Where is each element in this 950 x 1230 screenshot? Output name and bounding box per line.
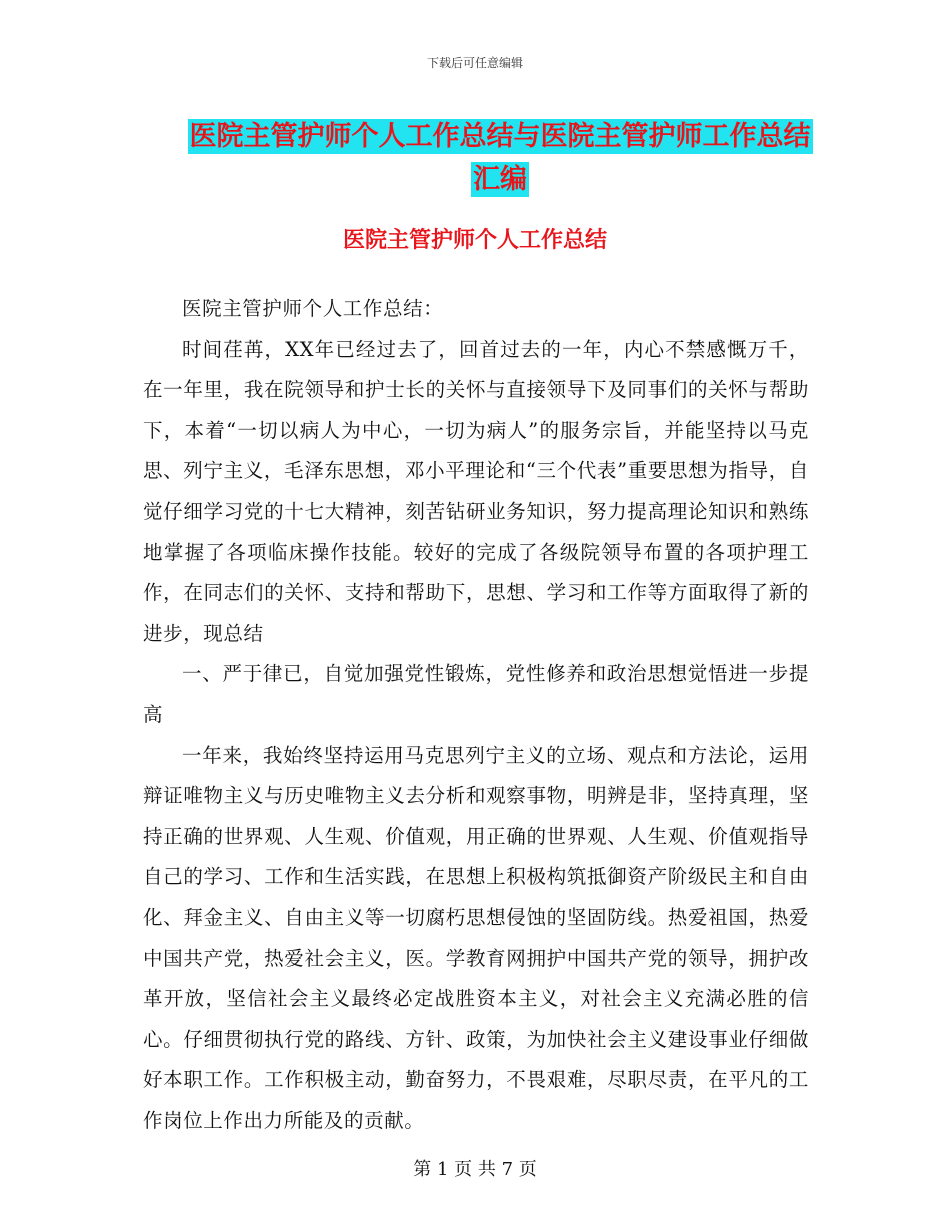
header-note: 下载后可任意编辑 bbox=[426, 56, 523, 70]
document-body bbox=[143, 289, 809, 1141]
document-title-text-2: 汇编 bbox=[473, 164, 527, 195]
paragraph: 时间荏苒，XX年已经过去了，回首过去的一年，内心不禁感慨万千，在一年里，我在院领导和护士长的关怀与直接领导下及同事们的关怀与帮助下，本着“一切以病人为中心，一切为病人”的服务宗旨，并能坚持以马克思、列宁主义，毛泽东思想，邓小平理论和“三个代表”重要思想为指导，自觉仔细学习党的十七大精神，刻苦钻研业务知识，努力提高理论知识和熟练地掌握了各项临床操作技能。较好的完成了各级院领导布置的各项护理工作，在同志们的关怀、支持和帮助下，思想、学习和工作等方面取得了新的进步，现总结 bbox=[143, 337, 809, 645]
document-title-line-2 bbox=[140, 157, 860, 196]
paragraph: 一年来，我始终坚持运用马克思列宁主义的立场、观点和方法论，运用辩证唯物主义与历史唯物主义去分析和观察事物，明辨是非，坚持真理，坚持正确的世界观、人生观、价值观，用正确的世界观、人生观、价值观指导自己的学习、工作和生活实践，在思想上积极构筑抵御资产阶级民主和自由化、拜金主义、自由主义等一切腐朽思想侵蚀的坚固防线。热爱祖国，热爱中国共产党，热爱社会主义，医。学教育网拥护中国共产党的领导，拥护改革开放，坚信社会主义最终必定战胜资本主义，对社会主义充满必胜的信心。仔细贯彻执行党的路线、方针、政策，为加快社会主义建设事业仔细做好本职工作。工作积极主动，勤奋努力，不畏艰难，尽职尽责，在平凡的工作岗位上作出力所能及的贡献。 bbox=[143, 743, 809, 1132]
document-title-line-1 bbox=[140, 114, 860, 153]
page-number-footer: 第 1 页 共 7 页 bbox=[413, 1159, 537, 1180]
paragraph: 医院主管护师个人工作总结： bbox=[182, 297, 444, 320]
paragraph-heading: 一、严于律已，自觉加强党性锻炼，党性修养和政治思想觉悟进一步提高 bbox=[143, 662, 809, 726]
section-title: 医院主管护师个人工作总结 bbox=[342, 228, 607, 253]
document-title-text-1: 医院主管护师个人工作总结与医院主管护师工作总结 bbox=[189, 121, 811, 152]
